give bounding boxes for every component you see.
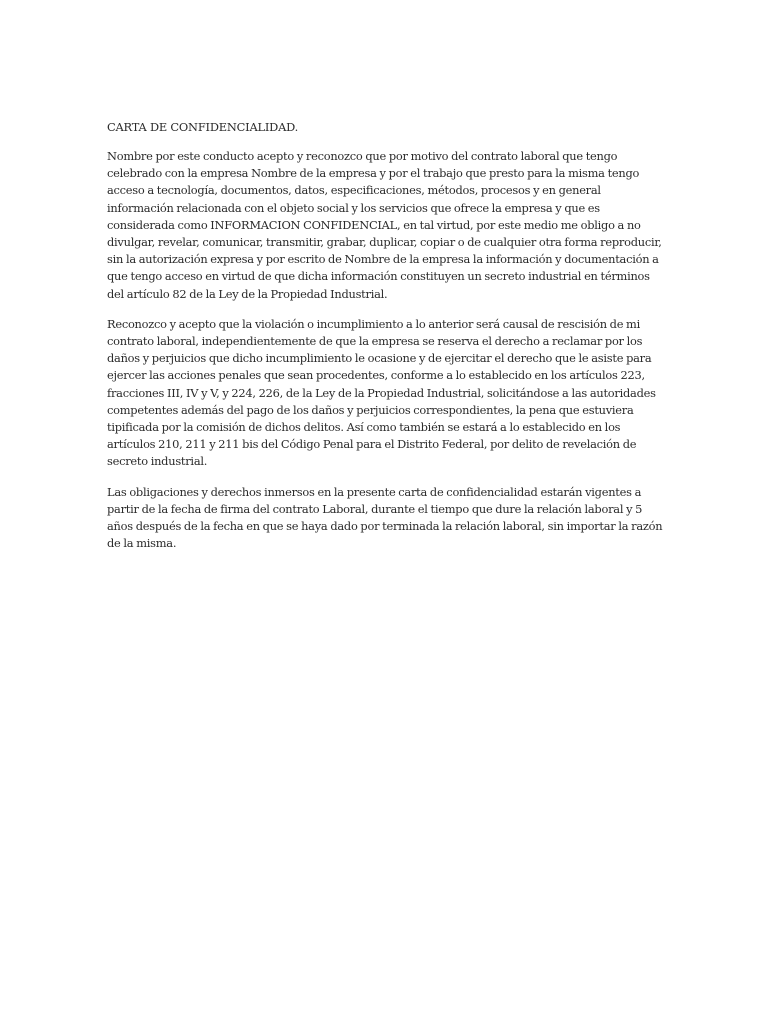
paragraph-confidentiality-obligation: Nombre por este conducto acepto y reconozco que por motivo del contrato laboral que tengo celebrado con la empresa Nombre de la empresa y por el trabajo que presto para la misma tengo acceso a tecnología, documentos, datos, especificaciones, métodos, procesos y en general información relacionada con el objeto social y los servicios que ofrece la empresa y que es considerada como INFORMACION CONFIDENCIAL, en tal virtud, por este medio me obligo a no divulgar, revelar, comunicar, transmitir, grabar, duplicar, copiar o de cualquier otra forma reproducir, sin la autorización expresa y por escrito de Nombre de la empresa la información y documentación a que tengo acceso en virtud de que dicha información constituyen un secreto industrial en términos del artículo 82 de la Ley de la Propiedad Industrial. [107, 149, 662, 301]
document-body [107, 119, 663, 565]
document-title: CARTA DE CONFIDENCIALIDAD. [107, 120, 299, 134]
paragraph-validity-period: Las obligaciones y derechos inmersos en la presente carta de confidencialidad estarán vigentes a partir de la fecha de firma del contrato Laboral, durante el tiempo que dure la relación laboral y 5 años después de la fecha en que se haya dado por terminada la relación laboral, sin importar la razón de la misma. [107, 484, 663, 551]
paragraph-breach-consequences: Reconozco y acepto que la violación o incumplimiento a lo anterior será causal de rescisión de mi contrato laboral, independientemente de que la empresa se reserva el derecho a reclamar por los daños y perjuicios que dicho incumplimiento le ocasione y de ejercitar el derecho que le asiste para ejercer las acciones penales que sean procedentes, conforme a lo establecido en los artículos 223, fracciones III, IV y V, y 224, 226, de la Ley de la Propiedad Industrial, solicitándose a las autoridades competentes además del pago de los daños y perjuicios correspondientes, la pena que estuviera tipificada por la comisión de dichos delitos. Así como también se estará a lo establecido en los artículos 210, 211 y 211 bis del Código Penal para el Distrito Federal, por delito de revelación de secreto industrial. [107, 316, 656, 469]
